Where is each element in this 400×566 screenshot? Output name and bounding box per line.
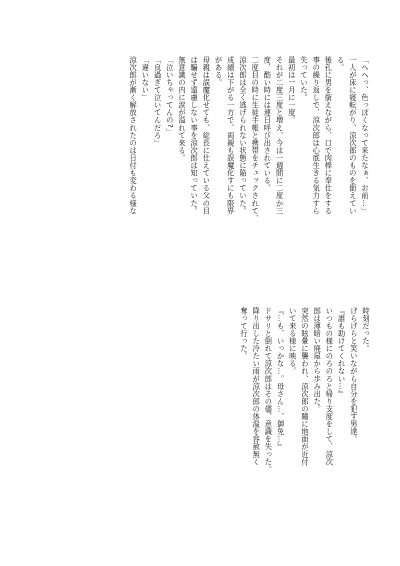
text-line: 涼次郎が漸く解放されたのは日付も変わる様な	[129, 56, 139, 215]
text-line: 成績は下がる一方で、両親も誤魔化すにも限界	[226, 56, 236, 215]
dialogue-line: 「違いない」	[141, 56, 151, 102]
thought-line: 『…も、いっかな…。母さん…、御免…』	[276, 307, 286, 451]
text-line: 涼次郎は全く逃げられない状態に陥っていた。	[238, 56, 248, 215]
text-line: 度、酷い時には連日呼び出されている。	[263, 56, 273, 192]
text-line: 事の繰り返しで、涼次郎は心底生きる気力すら	[312, 56, 322, 215]
text-line: いて来る様に映る。	[288, 307, 298, 375]
text-line: 「へへっ、色っぽくなって来たなぁ、お前…」	[361, 56, 370, 215]
upper-text-block	[127, 56, 371, 296]
text-line: 後孔に男を銜えながら、口で肉棒に奉仕をする	[324, 56, 334, 215]
text-line: 無意識の内に涙が溢れて来る。	[177, 56, 187, 162]
text-line: いつもの様にのろのろと帰り支度をして、涼次	[325, 307, 335, 466]
text-line: ドサリと倒れて涼次郎はその儘、意識を失った。	[264, 307, 274, 474]
text-line: 一人が床に寝転がり、涼次郎のものを銜えてい	[348, 56, 358, 215]
text-line: 母親は誤魔化せても、総長に仕えている父の目	[202, 56, 212, 215]
dialogue-line: 「泣いちゃってんの?」	[165, 56, 175, 136]
text-line: 二度目の時に生徒手帳と携帯をチェックされて、	[251, 56, 261, 223]
text-line: がある。	[214, 56, 224, 87]
text-line: 奪って行った。	[239, 307, 249, 360]
text-line: 時刻だった。	[362, 307, 371, 353]
text-line: 郎は薄暗い廃屋から歩み出た。	[313, 307, 323, 413]
text-line: は騙せず遠慮しない事を涼次郎は知っていた。	[190, 56, 200, 215]
text-line: 降り出した冷たい雨が涼次郎の体温を容赦無く	[252, 307, 262, 466]
text-line: 失っていた。	[299, 56, 309, 102]
text-line: る。	[336, 56, 346, 72]
text-line: それが二度三度と増え、今は一週間に二度か三	[275, 56, 285, 215]
dialogue-line: 「良過ぎて泣いてんだろ」	[153, 56, 163, 147]
text-line: げらげらと笑いながら自分を犯す男達。	[349, 307, 359, 443]
text-line: 突然の眩暈に襲われ、涼次郎の瞳に地面が近付	[300, 307, 310, 466]
lower-text-block	[238, 307, 372, 517]
text-line: 最初は一月に一度。	[287, 56, 297, 124]
thought-line: 『誰も助けてくれない…』	[337, 307, 347, 398]
